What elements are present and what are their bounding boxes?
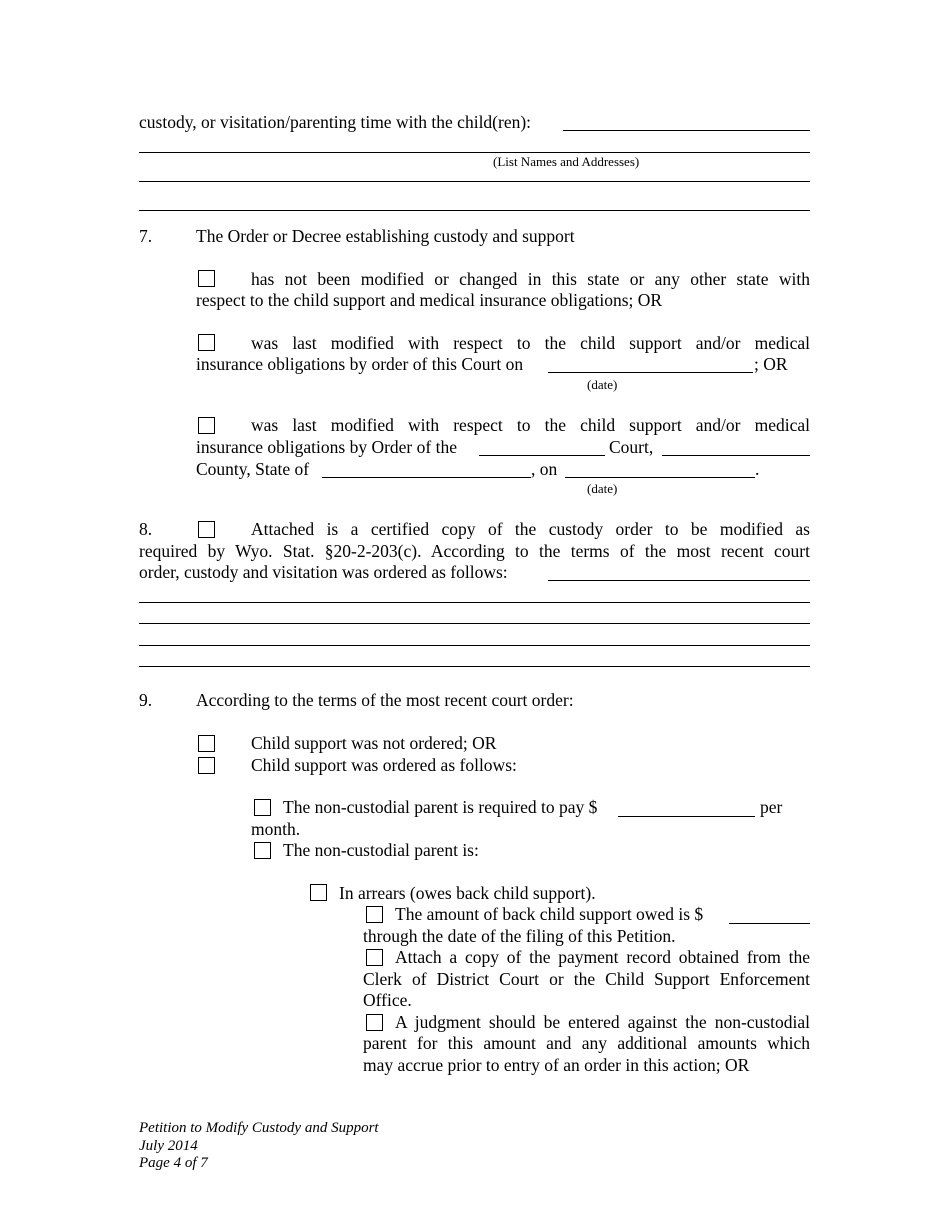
support-ordered-checkbox[interactable]: [198, 757, 215, 774]
footer-page: Page 4 of 7: [139, 1155, 208, 1171]
section-9-heading: According to the terms of the most recent court order:: [196, 690, 574, 710]
opt3-period: .: [755, 459, 760, 479]
custody-terms-line-2[interactable]: [139, 623, 810, 624]
other-court-field[interactable]: [479, 455, 605, 456]
custody-terms-line-3[interactable]: [139, 645, 810, 646]
back-support-amount-checkbox[interactable]: [366, 906, 383, 923]
county-field[interactable]: [662, 455, 810, 456]
s8-line-2: required by Wyo. Stat. §20-2-203(c). According to the terms of the most recent court: [139, 541, 810, 561]
back-support-label: The amount of back child support owed is $: [395, 904, 704, 924]
opt3-court-label: Court,: [609, 437, 654, 457]
parent-is-label: The non-custodial parent is:: [283, 840, 479, 860]
parent-is-checkbox[interactable]: [254, 842, 271, 859]
section-8-number: 8.: [139, 519, 153, 539]
children-address-line-2[interactable]: [139, 181, 810, 182]
support-ordered-label: Child support was ordered as follows:: [251, 755, 517, 775]
opt3-on: , on: [531, 459, 558, 479]
s8-line-1: Attached is a certified copy of the custody order to be modified as: [251, 519, 810, 539]
children-address-line-3[interactable]: [139, 210, 810, 211]
this-court-date-field[interactable]: [548, 372, 753, 373]
pay-per: per: [760, 797, 783, 817]
support-not-ordered-checkbox[interactable]: [198, 735, 215, 752]
section-7-number: 7.: [139, 226, 153, 246]
judgment-checkbox[interactable]: [366, 1014, 383, 1031]
judgment-line-1: A judgment should be entered against the non-custodial: [395, 1012, 810, 1032]
in-arrears-checkbox[interactable]: [310, 884, 327, 901]
attach-line-3: Office.: [363, 990, 412, 1010]
modified-this-court-checkbox[interactable]: [198, 334, 215, 351]
in-arrears-label: In arrears (owes back child support).: [339, 883, 596, 903]
children-address-line-1[interactable]: [139, 152, 810, 153]
pay-label: The non-custodial parent is required to pay $: [283, 797, 598, 817]
back-support-amount-field[interactable]: [729, 923, 810, 924]
opt1-line-2: respect to the child support and medical insurance obligations; OR: [196, 290, 663, 310]
attach-payment-record-checkbox[interactable]: [366, 949, 383, 966]
intro-text: custody, or visitation/parenting time with the child(ren):: [139, 112, 532, 132]
opt3-line-3: County, State of: [196, 459, 310, 479]
certified-copy-checkbox[interactable]: [198, 521, 215, 538]
attach-line-1: Attach a copy of the payment record obtained from the: [395, 947, 810, 967]
required-to-pay-checkbox[interactable]: [254, 799, 271, 816]
custody-terms-line-4[interactable]: [139, 666, 810, 667]
footer-title: Petition to Modify Custody and Support: [139, 1120, 379, 1136]
opt2-line-1: was last modified with respect to the child support and/or medical: [251, 333, 810, 353]
opt3-line-1: was last modified with respect to the child support and/or medical: [251, 415, 810, 435]
date-caption-2: (date): [587, 481, 618, 496]
custody-terms-line-1[interactable]: [139, 602, 810, 603]
opt2-line-2: insurance obligations by order of this Court on: [196, 354, 524, 374]
monthly-amount-field[interactable]: [618, 816, 755, 817]
footer-date: July 2014: [139, 1138, 198, 1154]
state-field[interactable]: [322, 477, 531, 478]
opt2-or: ; OR: [754, 354, 788, 374]
section-7-heading: The Order or Decree establishing custody and support: [196, 226, 575, 246]
modified-other-court-checkbox[interactable]: [198, 417, 215, 434]
judgment-line-3: may accrue prior to entry of an order in this action; OR: [363, 1055, 750, 1075]
custody-terms-field[interactable]: [548, 580, 810, 581]
support-not-ordered-label: Child support was not ordered; OR: [251, 733, 497, 753]
not-modified-checkbox[interactable]: [198, 270, 215, 287]
attach-line-2: Clerk of District Court or the Child Support Enforcement: [363, 969, 810, 989]
list-caption: (List Names and Addresses): [493, 154, 640, 169]
section-9-number: 9.: [139, 690, 153, 710]
date-caption-1: (date): [587, 377, 618, 392]
children-name-field[interactable]: [563, 130, 810, 131]
back-support-through: through the date of the filing of this Petition.: [363, 926, 676, 946]
s8-line-3: order, custody and visitation was ordered as follows:: [139, 562, 508, 582]
judgment-line-2: parent for this amount and any additional amounts which: [363, 1033, 810, 1053]
other-court-date-field[interactable]: [565, 477, 755, 478]
opt3-line-2: insurance obligations by Order of the: [196, 437, 457, 457]
opt1-line-1: has not been modified or changed in this state or any other state with: [251, 269, 810, 289]
pay-month: month.: [251, 819, 301, 839]
